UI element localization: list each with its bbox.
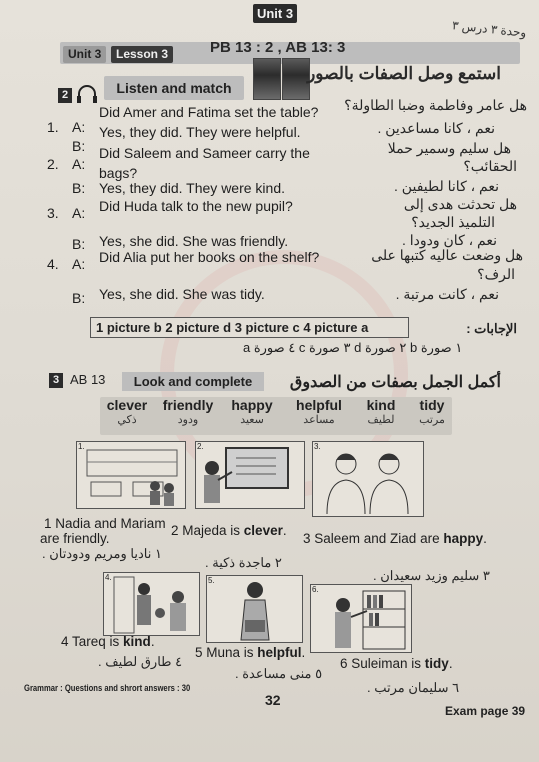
audio-photo	[282, 58, 310, 100]
arabic-answer-5: ٥ منى مساعدة .	[235, 666, 323, 681]
word-bank	[100, 397, 452, 435]
picture-number: 5.	[208, 576, 215, 585]
word-bank-item	[359, 397, 403, 426]
dialogue-text: Did Huda talk to the new pupil?	[99, 198, 293, 214]
blackboard-illustration	[196, 442, 304, 508]
word-english: happy	[231, 397, 273, 413]
flowers-illustration	[104, 573, 199, 635]
answer-1-continued: are friendly.	[40, 531, 110, 546]
word-arabic: سعيد	[240, 414, 264, 426]
exam-page: Exam page 39	[445, 704, 526, 718]
answer-2: 2 Majeda is clever.	[171, 523, 287, 538]
picture-bookshelf	[310, 584, 412, 653]
word-arabic: مساعد	[303, 414, 335, 426]
exercise-3-number: 3	[49, 373, 63, 388]
boys-illustration	[313, 442, 423, 516]
bookshelf-illustration	[311, 585, 411, 652]
arabic-line: نعم ، كانا لطيفين .	[394, 178, 499, 194]
arabic-answer-4: ٤ طارق لطيف .	[98, 654, 183, 669]
word-arabic: لطيف	[367, 414, 395, 426]
line-number: 1.	[47, 119, 59, 135]
dialogue-text: Did Alia put her books on the shelf?	[99, 249, 320, 265]
arabic-line: نعم ، كان ودودا .	[401, 232, 497, 248]
answer-3: 3 Saleem and Ziad are happy.	[303, 531, 487, 546]
headphones-icon	[75, 84, 99, 104]
exercise-2-title: Listen and match	[104, 76, 244, 100]
speaker: A:	[72, 256, 86, 272]
speaker: A:	[72, 119, 86, 135]
speaker: B:	[72, 290, 86, 306]
word-english: kind	[366, 397, 396, 413]
arabic-line: التلميذ الجديد؟	[411, 214, 495, 230]
classroom-illustration	[77, 442, 185, 508]
answer-6: 6 Suleiman is tidy.	[340, 656, 453, 671]
word-bank-item	[100, 397, 154, 426]
word-bank-item	[226, 397, 278, 426]
dialogue-text: Did Saleem and Sameer carry the	[99, 145, 310, 161]
arabic-line: هل عامر وفاطمة وضبا الطاولة؟	[344, 97, 527, 113]
dialogue-text: bags?	[99, 165, 138, 181]
word-arabic: ودود	[177, 414, 199, 426]
arabic-answer-2: ٢ ماجدة ذكية .	[205, 555, 282, 570]
picture-number: 1.	[78, 442, 85, 451]
arabic-answer-1: ١ ناديا ومريم ودودتان .	[42, 546, 162, 561]
picture-two-boys	[312, 441, 424, 517]
dialogue-text: Yes, they did. They were helpful.	[99, 124, 301, 140]
answer-5: 5 Muna is helpful.	[195, 645, 306, 660]
picture-blackboard	[195, 441, 305, 509]
page-number: 32	[265, 692, 281, 708]
arabic-answer-6: ٦ سليمان مرتب .	[367, 680, 460, 695]
word-english: friendly	[162, 397, 214, 413]
line-number: 2.	[47, 156, 59, 172]
arabic-line: نعم ، كانت مرتبة .	[395, 286, 499, 302]
word-english: clever	[106, 397, 148, 413]
picture-number: 4.	[105, 573, 112, 582]
answer-1: 1 Nadia and Mariam	[44, 516, 166, 531]
word-arabic: ذكي	[117, 414, 137, 426]
word-english: helpful	[296, 397, 342, 413]
speaker: B:	[72, 138, 86, 154]
picture-number: 6.	[312, 585, 319, 594]
arabic-answers-label: الإجابات :	[466, 321, 517, 336]
exercise-2-number: 2	[58, 88, 72, 103]
lesson-label: Lesson 3	[111, 46, 173, 63]
unit-tab: Unit 3	[253, 4, 297, 23]
picture-number: 2.	[197, 442, 204, 451]
grammar-note: Grammar : Questions and shrort answers : 30	[24, 683, 191, 693]
exercise-3-title: Look and complete	[122, 372, 264, 391]
dialogue-text: Yes, they did. They were kind.	[99, 180, 285, 196]
word-bank-item	[412, 397, 452, 426]
arabic-line: الرف؟	[477, 266, 515, 282]
arabic-answer-3: ٣ سليم وزيد سعيدان .	[373, 568, 490, 583]
arabic-line: هل وضعت عاليه كتبها على	[371, 247, 523, 263]
answer-4: 4 Tareq is kind.	[61, 634, 155, 649]
dialogue-text: Yes, she did. She was tidy.	[99, 286, 265, 302]
girl-illustration	[207, 576, 302, 642]
page-references: PB 13 : 2 , AB 13: 3	[210, 39, 346, 56]
arabic-unit-lesson: وحدة ٣ درس ٣	[451, 18, 528, 40]
word-arabic: مرتب	[419, 414, 445, 426]
exercise-3-ab-ref: AB 13	[70, 372, 106, 387]
dialogue-text: Yes, she did. She was friendly.	[99, 233, 289, 249]
speaker: A:	[72, 205, 86, 221]
arabic-line: هل تحدثت هدى إلى	[403, 196, 517, 212]
arabic-exercise-3-title: أكمل الجمل بصفات من الصدوق	[289, 374, 501, 391]
arabic-line: الحقائب؟	[463, 158, 517, 174]
arabic-line: هل سليم وسمير حملا	[387, 140, 511, 156]
dialogue-text: Did Amer and Fatima set the table?	[99, 104, 319, 120]
arabic-answers-line: a ٤ صورة c ٣ صورة d ٢ صورة b ١ صورة	[243, 340, 463, 355]
word-bank-item	[158, 397, 218, 426]
line-number: 3.	[47, 205, 59, 221]
audio-photo	[253, 58, 281, 100]
line-number: 4.	[47, 256, 59, 272]
speaker: B:	[72, 180, 86, 196]
answers-box: 1 picture b 2 picture d 3 picture c 4 picture a	[90, 317, 409, 338]
word-english: tidy	[419, 397, 445, 413]
speaker: B:	[72, 236, 86, 252]
unit-label: Unit 3	[63, 46, 106, 63]
picture-flowers	[103, 572, 200, 636]
picture-number: 3.	[314, 442, 321, 451]
speaker: A:	[72, 156, 86, 172]
picture-classroom	[76, 441, 186, 509]
arabic-line: نعم ، كانا مساعدين .	[377, 120, 495, 136]
picture-girl-basket	[206, 575, 303, 643]
word-bank-item	[288, 397, 350, 426]
arabic-exercise-2-title: استمع وصل الصفات بالصور	[307, 64, 501, 83]
